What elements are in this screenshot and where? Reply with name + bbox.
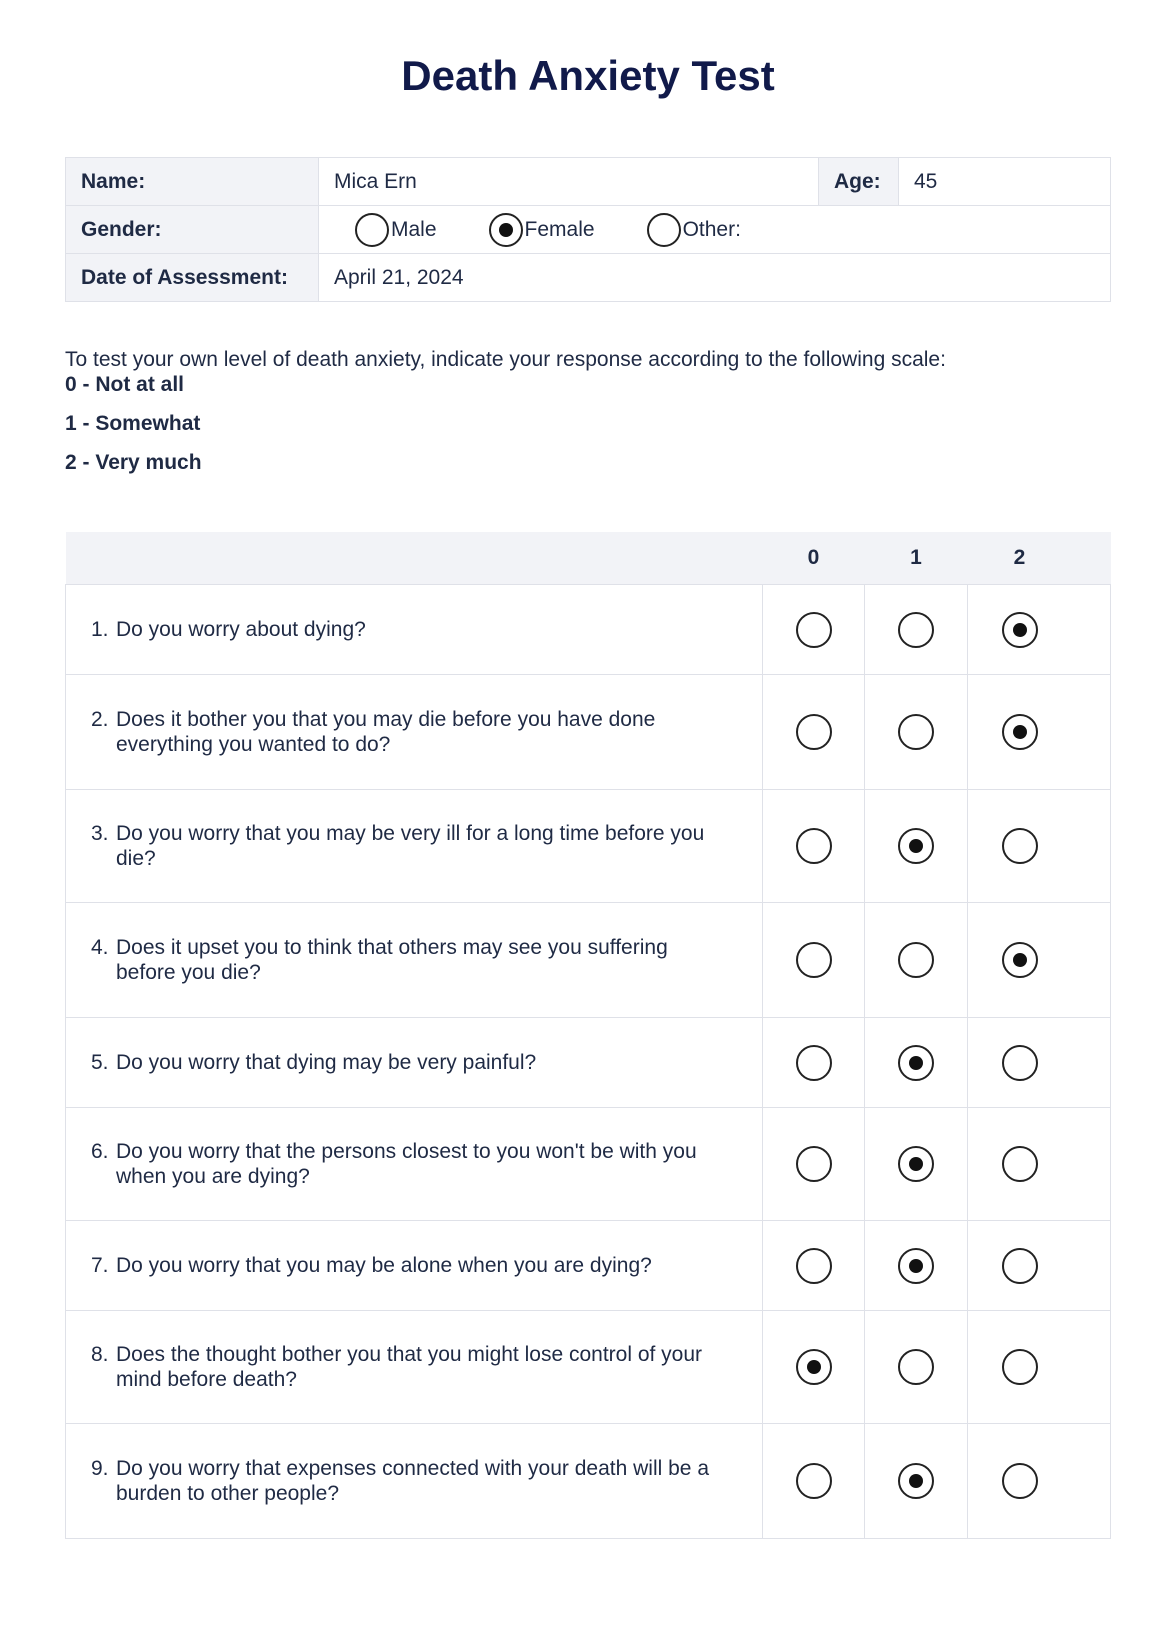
answer-radio-1[interactable] [898, 942, 934, 978]
gender-option-2[interactable] [647, 213, 741, 247]
question-cell [66, 1108, 763, 1221]
answer-radio-0[interactable] [796, 612, 832, 648]
answer-cell-1 [865, 1311, 968, 1424]
gender-option-0[interactable] [355, 213, 437, 247]
answer-radio-0[interactable] [796, 1349, 832, 1385]
question-number: 6. [91, 1140, 109, 1163]
answer-cell-2 [968, 675, 1111, 790]
answer-cell-1 [865, 585, 968, 675]
answer-radio-2[interactable] [1002, 1146, 1038, 1182]
answer-radio-0[interactable] [796, 1248, 832, 1284]
gender-field [319, 206, 1111, 254]
answer-cell-0 [763, 1108, 865, 1221]
column-header-1: 1 [865, 532, 968, 585]
question-row [66, 1018, 1111, 1108]
question-number: 2. [91, 708, 109, 731]
instructions: To test your own level of death anxiety, indicate your response according to the following scale: [65, 348, 946, 371]
answer-radio-1[interactable] [898, 1463, 934, 1499]
question-row [66, 1311, 1111, 1424]
answer-radio-2[interactable] [1002, 714, 1038, 750]
question-cell [66, 1221, 763, 1311]
answer-radio-1[interactable] [898, 1248, 934, 1284]
answer-radio-2[interactable] [1002, 1349, 1038, 1385]
question-number: 8. [91, 1343, 109, 1366]
answer-cell-0 [763, 903, 865, 1018]
answer-cell-1 [865, 1018, 968, 1108]
answer-radio-0[interactable] [796, 942, 832, 978]
answer-radio-1[interactable] [898, 714, 934, 750]
answer-radio-2[interactable] [1002, 828, 1038, 864]
column-header-0: 0 [763, 532, 865, 585]
answer-cell-2 [968, 1311, 1111, 1424]
question-text: Does the thought bother you that you might lose control of your mind before death? [116, 1343, 703, 1391]
answer-radio-1[interactable] [898, 1045, 934, 1081]
answer-cell-0 [763, 1018, 865, 1108]
answer-radio-0[interactable] [796, 1146, 832, 1182]
answer-radio-1[interactable] [898, 1349, 934, 1385]
question-row [66, 675, 1111, 790]
question-cell [66, 1018, 763, 1108]
answer-cell-0 [763, 790, 865, 903]
answer-cell-2 [968, 903, 1111, 1018]
question-text: Do you worry that the persons closest to you won't be with you when you are dying? [116, 1140, 697, 1188]
question-number: 3. [91, 822, 109, 845]
answer-radio-2[interactable] [1002, 942, 1038, 978]
name-field[interactable]: Mica Ern [319, 158, 819, 206]
gender-radio[interactable] [355, 213, 389, 247]
question-text: Do you worry that you may be alone when you are dying? [116, 1254, 652, 1277]
question-cell [66, 1424, 763, 1539]
gender-radio[interactable] [647, 213, 681, 247]
answer-radio-0[interactable] [796, 1045, 832, 1081]
question-text: Do you worry about dying? [116, 618, 366, 641]
answer-cell-2 [968, 790, 1111, 903]
question-cell [66, 675, 763, 790]
question-text: Does it bother you that you may die before you have done everything you wanted to do? [116, 708, 656, 756]
answer-radio-0[interactable] [796, 714, 832, 750]
answer-cell-2 [968, 1221, 1111, 1311]
question-row [66, 1424, 1111, 1539]
gender-option-label: Male [391, 217, 437, 241]
answer-cell-2 [968, 1108, 1111, 1221]
answer-radio-0[interactable] [796, 828, 832, 864]
question-cell [66, 903, 763, 1018]
question-number: 4. [91, 936, 109, 959]
answer-cell-1 [865, 1221, 968, 1311]
scale-item-0: 0 - Not at all [65, 373, 185, 396]
answer-cell-1 [865, 790, 968, 903]
gender-option-1[interactable] [489, 213, 595, 247]
gender-option-label: Other: [682, 217, 741, 241]
questions-header-row [66, 532, 1111, 585]
question-row [66, 1108, 1111, 1221]
date-field[interactable]: April 21, 2024 [319, 254, 1111, 302]
question-number: 9. [91, 1457, 109, 1480]
question-text: Do you worry that expenses connected with your death will be a burden to other people? [116, 1457, 709, 1505]
question-text: Does it upset you to think that others may see you suffering before you die? [116, 936, 668, 984]
question-row [66, 903, 1111, 1018]
answer-cell-0 [763, 675, 865, 790]
patient-info-table [65, 157, 1111, 302]
answer-cell-1 [865, 1108, 968, 1221]
date-label: Date of Assessment: [66, 254, 319, 302]
question-number: 5. [91, 1051, 109, 1074]
answer-radio-2[interactable] [1002, 612, 1038, 648]
question-row [66, 1221, 1111, 1311]
question-text: Do you worry that you may be very ill for a long time before you die? [116, 822, 705, 870]
answer-radio-0[interactable] [796, 1463, 832, 1499]
question-number: 7. [91, 1254, 109, 1277]
answer-cell-0 [763, 585, 865, 675]
answer-radio-1[interactable] [898, 612, 934, 648]
answer-radio-2[interactable] [1002, 1463, 1038, 1499]
question-cell [66, 790, 763, 903]
question-row [66, 585, 1111, 675]
question-cell [66, 585, 763, 675]
answer-cell-0 [763, 1311, 865, 1424]
answer-radio-1[interactable] [898, 828, 934, 864]
name-label: Name: [66, 158, 319, 206]
answer-radio-2[interactable] [1002, 1248, 1038, 1284]
answer-radio-2[interactable] [1002, 1045, 1038, 1081]
questions-table [65, 532, 1111, 1539]
question-text: Do you worry that dying may be very painful? [116, 1051, 537, 1074]
age-label: Age: [819, 158, 899, 206]
answer-cell-2 [968, 1424, 1111, 1539]
question-number: 1. [91, 618, 109, 641]
answer-cell-1 [865, 675, 968, 790]
scale-item-1: 1 - Somewhat [65, 412, 201, 435]
question-cell [66, 1311, 763, 1424]
question-row [66, 790, 1111, 903]
scale-item-2: 2 - Very much [65, 451, 202, 474]
answer-cell-2 [968, 1018, 1111, 1108]
answer-cell-0 [763, 1424, 865, 1539]
answer-cell-0 [763, 1221, 865, 1311]
page-title: Death Anxiety Test [401, 52, 775, 99]
answer-cell-1 [865, 903, 968, 1018]
answer-radio-1[interactable] [898, 1146, 934, 1182]
answer-cell-1 [865, 1424, 968, 1539]
gender-option-label: Female [524, 217, 595, 241]
gender-options [319, 213, 1110, 247]
age-field[interactable]: 45 [899, 158, 1111, 206]
question-column-header [66, 532, 763, 585]
answer-cell-2 [968, 585, 1111, 675]
column-header-2: 2 [968, 532, 1111, 585]
gender-label: Gender: [66, 206, 319, 254]
gender-radio[interactable] [489, 213, 523, 247]
